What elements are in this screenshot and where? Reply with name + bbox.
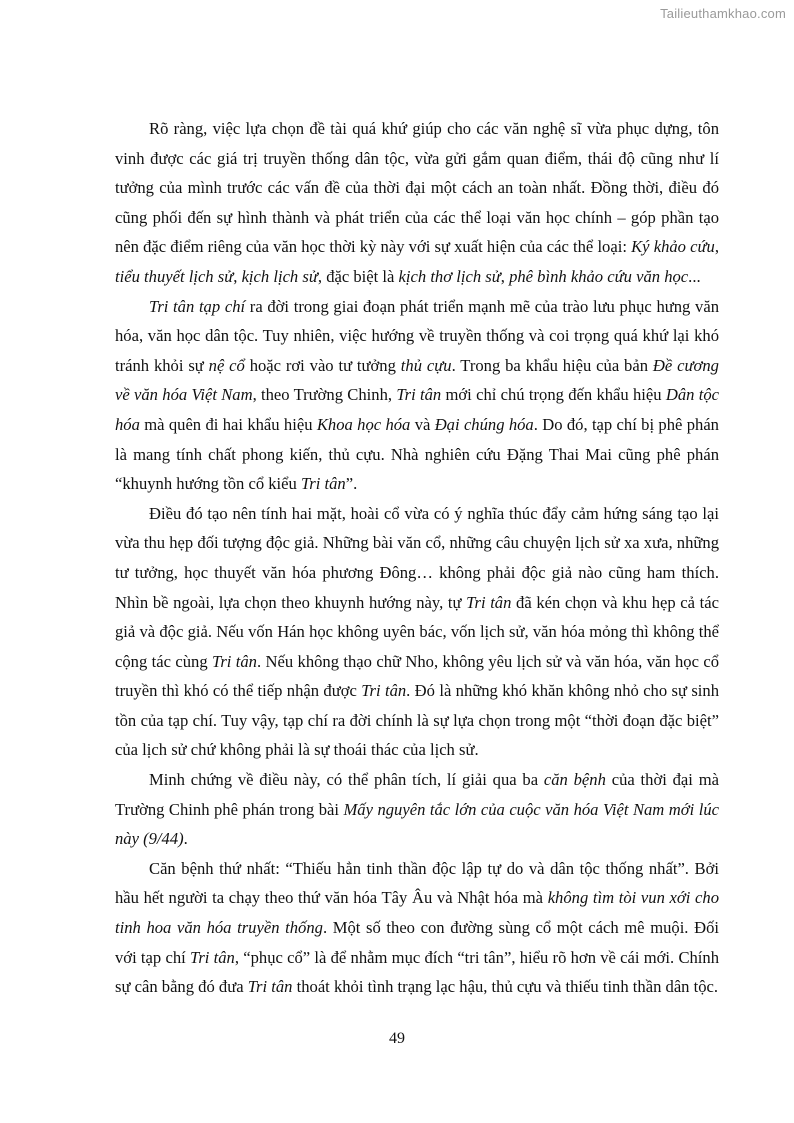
text-run: , <box>233 266 242 286</box>
italic-text: Khoa học hóa <box>316 414 411 434</box>
text-run: Điều đó tạo nên tính hai mặt, hoài cổ vừa có ý nghĩa thúc đẩy cảm hứng sáng tạo lại vừa thu hẹp đối tượng độc giả. Những bài văn cổ, những câu chuyện lịch sử xa xưa, những tư tưởng, học thuyết văn hóa phương Đông… không phải độc giả nào cũng ham thích. Nhìn bề ngoài, lựa chọn theo khuynh hướng này, tự <box>115 503 719 612</box>
body-text <box>115 114 719 1002</box>
page-number: 49 <box>389 1030 405 1047</box>
text-run: . Một số theo con đường sùng cổ một cách mê muội. Đối với tạp chí <box>115 918 719 967</box>
italic-text: Đại chúng hóa <box>434 414 534 434</box>
text-run: Minh chứng về điều này, có thể phân tích, lí giải qua ba <box>149 770 544 790</box>
paragraph-1 <box>115 114 719 292</box>
text-run: Căn bệnh thứ nhất: “Thiếu hẳn tinh thần độc lập tự do và dân tộc thống nhất”. Bởi hầu hết người ta chạy theo thứ văn hóa Tây Âu và Nhật hóa mà <box>115 858 719 908</box>
italic-text: phê bình khảo cứu văn học <box>509 266 689 286</box>
text-run: Rõ ràng, việc lựa chọn đề tài quá khứ giúp cho các văn nghệ sĩ vừa phục dựng, tôn vinh được các giá trị truyền thống dân tộc, vừa gửi gắm quan điểm, thái độ cũng như lí tưởng của mình trước các vấn đề của thời đại một cách an toàn nhất. Đồng thời, điều đó cũng phối đến sự hình thành và phát triển của các thể loại văn học chính – góp phần tạo nên đặc điểm riêng của văn học thời kỳ này với sự xuất hiện của các thể loại: <box>115 119 719 257</box>
italic-text: Tri tân <box>247 977 293 997</box>
italic-text: Tri tân <box>396 385 442 405</box>
text-run: ra đời trong giai đoạn phát triển mạnh mẽ của trào lưu phục hưng văn hóa, văn học dân tộc. Tuy nhiên, việc hướng về truyền thống và coi trọng quá khứ lại khó tránh khỏi sự <box>115 296 719 375</box>
text-run: . <box>183 829 188 849</box>
italic-text: Tri tân tạp chí <box>149 296 246 316</box>
text-run: ”. <box>345 474 358 494</box>
text-run: , theo Trường Chinh, <box>252 385 397 405</box>
italic-text: không tìm tòi vun xới cho tinh hoa văn hóa truyền thống <box>115 888 719 938</box>
italic-text: nệ cổ <box>208 355 245 375</box>
text-run: , “phục cổ” là để nhằm mục đích “tri tân”, hiểu rõ hơn về cái mới. Chính sự cân bằng đó đưa <box>115 947 720 997</box>
text-run: , <box>500 266 510 286</box>
paragraph-2 <box>115 292 719 499</box>
italic-text: Tri tân <box>466 592 512 612</box>
text-run: . Đó là những khó khăn không nhỏ cho sự sinh tồn của tạp chí. Tuy vậy, tạp chí ra đời chính là sự lựa chọn trong một “thời đoạn đặc biệt” của lịch sử chứ không phải là sự thoái thác của lịch sử. <box>115 681 719 760</box>
text-run: , đặc biệt là <box>317 266 399 286</box>
italic-text: Đề cương về văn hóa Việt Nam <box>115 355 719 405</box>
text-run: . Nếu không thạo chữ Nho, không yêu lịch sử và văn hóa, văn học cổ truyền thì khó có thể tiếp nhận được <box>115 651 719 701</box>
text-run: của thời đại mà Trường Chinh phê phán trong bài <box>115 770 719 819</box>
text-run: và <box>410 414 435 434</box>
text-run: ... <box>688 266 701 286</box>
italic-text: kịch lịch sử <box>241 266 318 286</box>
text-run: , <box>714 237 719 257</box>
text-run: hoặc rơi vào tư tưởng <box>244 355 401 375</box>
italic-text: Tri tân <box>361 681 407 701</box>
italic-text: Tri tân <box>190 947 235 967</box>
italic-text: Ký khảo cứu <box>631 237 715 257</box>
italic-text: kịch thơ lịch sử <box>398 266 501 286</box>
paragraph-5 <box>115 854 719 1002</box>
italic-text: căn bệnh <box>543 770 606 790</box>
italic-text: Mấy nguyên tắc lớn của cuộc văn hóa Việt Nam mới lúc này (9/44) <box>115 799 719 849</box>
text-run: thoát khỏi tình trạng lạc hậu, thủ cựu và thiếu tinh thần dân tộc. <box>292 977 719 997</box>
italic-text: tiểu thuyết lịch sử <box>115 266 234 286</box>
text-run: mà quên đi hai khẩu hiệu <box>139 414 317 434</box>
text-run: mới chỉ chú trọng đến khẩu hiệu <box>441 385 666 405</box>
paragraph-3 <box>115 499 719 765</box>
text-run: . Trong ba khẩu hiệu của bản <box>451 355 653 375</box>
text-run: đã kén chọn và khu hẹp cả tác giả và độc giả. Nếu vốn Hán học không uyên bác, vốn lịch sử, văn hóa mỏng thì không thể cộng tác cùng <box>115 592 720 671</box>
italic-text: thủ cựu <box>400 355 452 375</box>
text-run: . Do đó, tạp chí bị phê phán là mang tính chất phong kiến, thủ cựu. Nhà nghiên cứu Đặng Thai Mai cũng phê phán “khuynh hướng tồn cổ kiểu <box>115 414 719 494</box>
paragraph-4 <box>115 765 719 854</box>
italic-text: Dân tộc hóa <box>115 385 719 434</box>
watermark: Tailieuthamkhao.com <box>660 6 786 21</box>
italic-text: Tri tân <box>212 651 257 671</box>
italic-text: Tri tân <box>300 474 346 494</box>
